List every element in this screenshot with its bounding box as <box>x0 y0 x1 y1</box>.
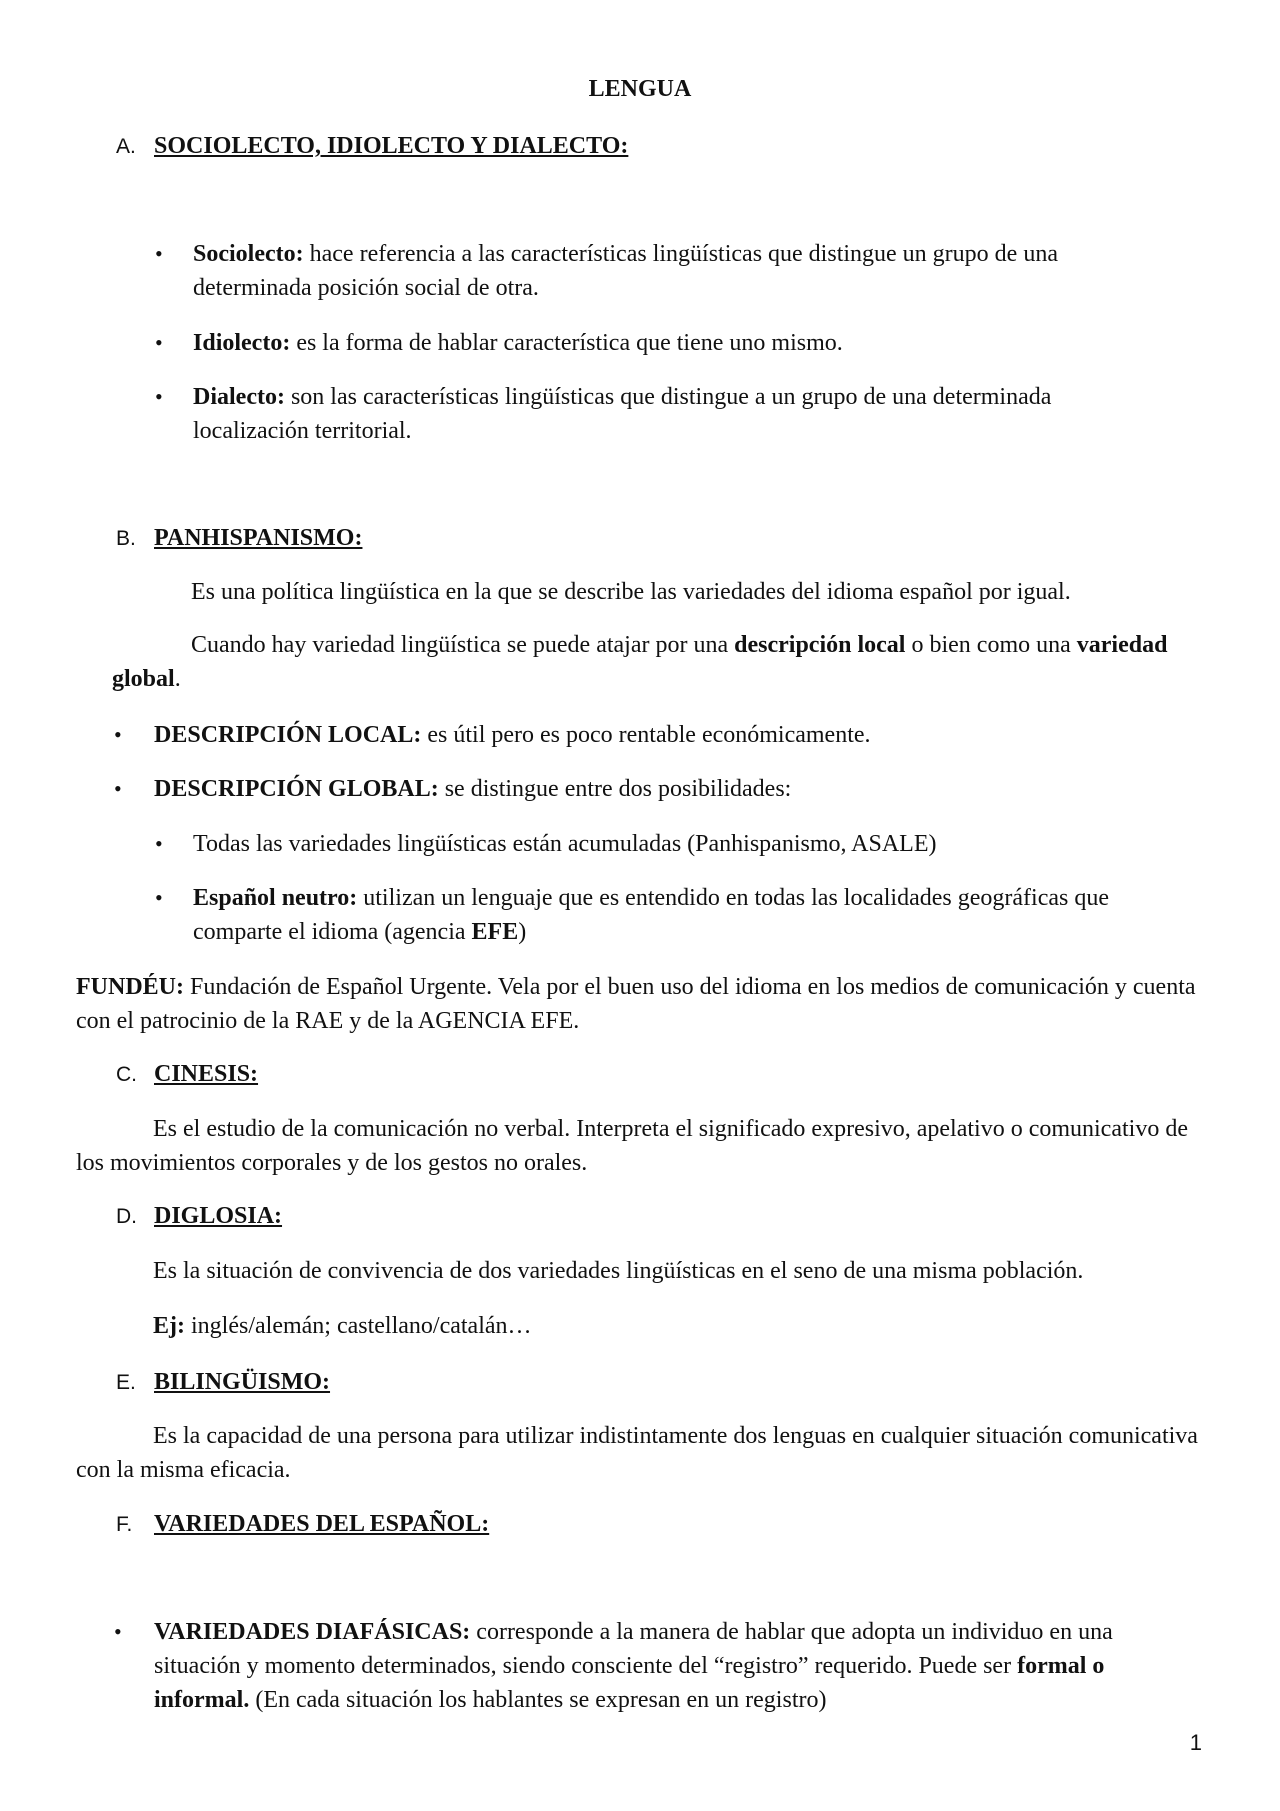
bullet: • <box>155 885 163 910</box>
definition: son las características lingüísticas que distingue a un grupo de una determinada localización territorial. <box>193 384 1052 444</box>
definition: es útil pero es poco rentable económicamente. <box>421 722 871 748</box>
section-f-header <box>116 1508 489 1540</box>
section-a-header <box>116 130 628 162</box>
term: Español neutro: <box>193 885 358 911</box>
definition: corresponde a la manera de hablar que adopta un individuo en una situación y momento determinados, siendo consciente del “registro” requerido. Puede ser <box>154 1619 1113 1679</box>
list-item <box>155 237 1153 305</box>
term: DESCRIPCIÓN GLOBAL: <box>154 776 439 802</box>
section-letter: D. <box>116 1205 137 1228</box>
bullet: • <box>114 776 122 801</box>
term: Ej: <box>153 1313 185 1339</box>
list-item <box>155 380 1153 448</box>
bullet: • <box>155 241 163 266</box>
section-c-header <box>116 1058 258 1090</box>
paragraph: Cuando hay variedad lingüística se puede atajar por una descripción local o bien como una variedad global. <box>112 632 1168 692</box>
term: DESCRIPCIÓN LOCAL: <box>154 722 422 748</box>
section-heading: BILINGÜISMO: <box>154 1369 331 1395</box>
section-letter: B. <box>116 527 136 550</box>
term: FUNDÉU: <box>76 974 184 1000</box>
section-d-header <box>116 1200 282 1232</box>
definition: utilizan un lenguaje que es entendido en todas las localidades geográficas que comparte el idioma (agencia <box>193 885 1109 945</box>
list-item: • Español neutro: utilizan un lenguaje que es entendido en todas las localidades geográficas que comparte el idioma (agencia EFE) <box>193 881 1193 949</box>
section-b-header <box>116 522 362 554</box>
definition: hace referencia a las características lingüísticas que distingue un grupo de una determinada posición social de otra. <box>193 241 1058 301</box>
page-number: 1 <box>1189 1730 1202 1755</box>
bullet: • <box>155 330 163 355</box>
term: Idiolecto: <box>193 330 291 356</box>
definition: Todas las variedades lingüísticas están acumuladas (Panhispanismo, ASALE) <box>193 831 937 857</box>
section-letter: E. <box>116 1371 136 1394</box>
bullet: • <box>114 1619 122 1644</box>
section-letter: C. <box>116 1063 137 1086</box>
bullet: • <box>155 831 163 856</box>
paragraph: Es el estudio de la comunicación no verbal. Interpreta el significado expresivo, apelativo o comunicativo de los movimientos corporales y de los gestos no orales. <box>76 1116 1188 1176</box>
section-e-header <box>116 1366 330 1398</box>
definition: Fundación de Español Urgente. Vela por el buen uso del idioma en los medios de comunicación y cuenta con el patrocinio de la RAE y de la AGENCIA EFE. <box>76 974 1196 1034</box>
section-heading: VARIEDADES DEL ESPAÑOL: <box>154 1511 490 1537</box>
paragraph: Es la situación de convivencia de dos variedades lingüísticas en el seno de una misma población. <box>153 1258 1084 1284</box>
definition: se distingue entre dos posibilidades: <box>438 776 792 802</box>
section-letter: F. <box>116 1513 133 1536</box>
page-title: LENGUA <box>588 76 692 102</box>
list-item: • VARIEDADES DIAFÁSICAS: corresponde a la manera de hablar que adopta un individuo en una situación y momento determinados, siendo consciente del “registro” requerido. Puede ser formal o informal. (En cada situación los hablantes se expresan en un registro) <box>154 1615 1194 1717</box>
bullet: • <box>155 384 163 409</box>
section-heading: CINESIS: <box>154 1061 259 1087</box>
term: VARIEDADES DIAFÁSICAS: <box>154 1619 471 1645</box>
paragraph: Es la capacidad de una persona para utilizar indistintamente dos lenguas en cualquier situación comunicativa con la misma eficacia. <box>76 1423 1198 1483</box>
section-heading: SOCIOLECTO, IDIOLECTO Y DIALECTO: <box>154 133 629 159</box>
term: Dialecto: <box>193 384 285 410</box>
paragraph: Es una política lingüística en la que se describe las variedades del idioma español por igual. <box>191 579 1071 605</box>
list-item <box>114 772 1154 806</box>
list-item <box>155 827 1183 861</box>
section-letter: A. <box>116 135 136 158</box>
fundeu-paragraph <box>76 970 1216 1038</box>
definition: es la forma de hablar característica que tiene uno mismo. <box>290 330 843 356</box>
example-line <box>153 1309 1153 1343</box>
section-heading: DIGLOSIA: <box>154 1203 283 1229</box>
term: Sociolecto: <box>193 241 304 267</box>
list-item <box>155 326 1153 360</box>
section-heading: PANHISPANISMO: <box>154 525 363 551</box>
list-item <box>114 718 1154 752</box>
definition: inglés/alemán; castellano/catalán… <box>185 1313 532 1339</box>
bullet: • <box>114 722 122 747</box>
